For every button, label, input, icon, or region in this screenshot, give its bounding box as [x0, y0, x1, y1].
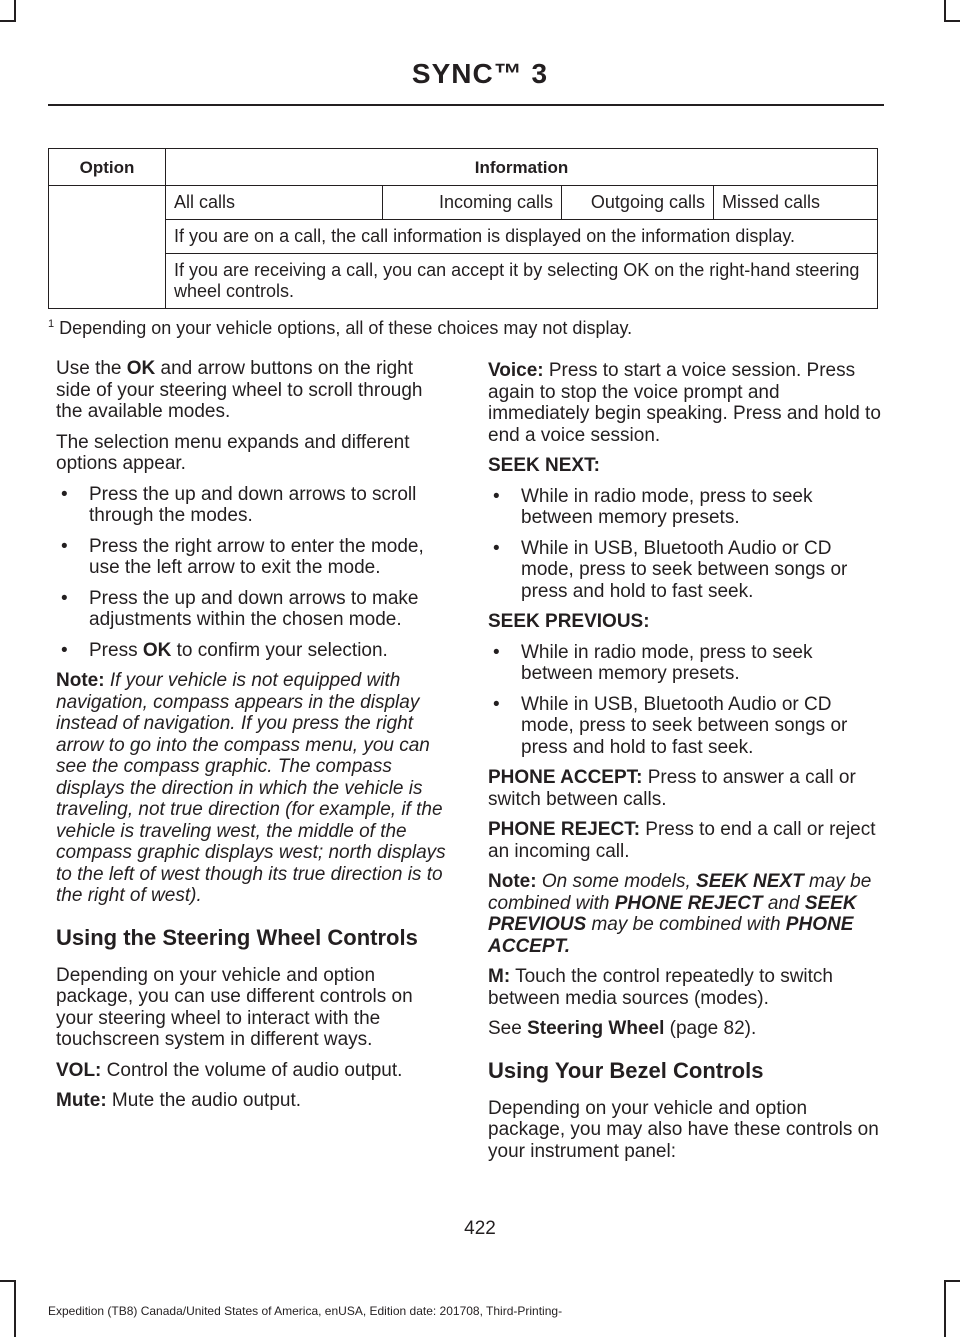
list-item-text: Press the up and down arrows to scroll through the modes. — [89, 483, 417, 526]
footnote-text: Depending on your vehicle options, all of these choices may not display. — [54, 318, 633, 338]
text: Press to answer a call or switch between calls. — [488, 767, 856, 810]
paragraph: Depending on your vehicle and option package, you may also have these controls on your instrument panel: — [488, 1097, 879, 1162]
text: Control the volume of audio output. — [101, 1059, 403, 1081]
term-label: M: — [488, 966, 511, 987]
text: to confirm your selection. — [171, 639, 388, 661]
paragraph: Depending on your vehicle and option package, you can use different controls on your steering wheel to interact with the touchscreen system in different ways. — [56, 964, 413, 1050]
page-footer: Expedition (TB8) Canada/United States of America, enUSA, Edition date: 201708, Third-Printing- — [48, 1304, 563, 1318]
paragraph — [488, 966, 882, 1009]
paragraph — [56, 1090, 448, 1112]
left-column — [56, 358, 448, 1121]
section-title: Using the Steering Wheel Controls — [56, 924, 418, 950]
crop-mark — [944, 1280, 946, 1337]
text: Press to end a call or reject an incoming call. — [488, 819, 876, 862]
crop-mark — [944, 1280, 960, 1282]
bullet-dot: • — [61, 587, 68, 609]
note-term: SEEK NEXT — [696, 871, 804, 892]
term-label: VOL: — [56, 1059, 102, 1081]
list-item — [488, 694, 882, 759]
list-item-text: Press the up and down arrows to make adjustments within the chosen mode. — [89, 587, 419, 630]
note-text: may be combined with — [488, 871, 872, 914]
list-item — [488, 486, 882, 529]
right-column — [488, 360, 882, 1171]
page-header-title: SYNC™ 3 — [411, 58, 549, 89]
list-item — [56, 484, 448, 527]
table-footnote — [48, 318, 632, 339]
paragraph — [488, 360, 882, 446]
bullet-dot: • — [61, 639, 68, 661]
text: (page 82). — [664, 1018, 757, 1039]
call-type-cell: Missed calls — [714, 186, 878, 220]
term-label: PHONE ACCEPT: — [488, 767, 643, 788]
term-label: PHONE REJECT: — [488, 819, 641, 840]
list-item-text: While in radio mode, press to seek between memory presets. — [521, 485, 813, 528]
paragraph — [488, 767, 882, 810]
section-title: Using Your Bezel Controls — [488, 1057, 764, 1083]
subheading: SEEK NEXT: — [488, 455, 600, 476]
list-item — [56, 536, 448, 579]
bullet-dot: • — [61, 483, 68, 505]
table-row — [49, 186, 878, 220]
text: Press to start a voice session. Press again to stop the voice prompt and immediately begin speaking. Press and hold to end a voice session. — [488, 360, 881, 446]
crop-mark — [14, 0, 16, 22]
note — [56, 670, 448, 907]
column-header-option: Option — [49, 149, 166, 186]
call-type-cell: Outgoing calls — [562, 186, 714, 220]
info-cell: If you are on a call, the call information is displayed on the information display. — [166, 220, 878, 254]
list-item-text: While in USB, Bluetooth Audio or CD mode, press to seek between songs or press and hold to fast seek. — [521, 537, 848, 602]
subheading: SEEK PREVIOUS: — [488, 611, 650, 632]
note-text: On some models, — [536, 871, 697, 892]
crop-mark — [0, 1280, 16, 1282]
ok-term: OK — [142, 639, 172, 661]
list-item — [488, 642, 882, 685]
footnote-marker: 1 — [48, 318, 55, 330]
page-number: 422 — [464, 1218, 496, 1239]
note-term: SEEK PREVIOUS — [488, 892, 857, 935]
paragraph: The selection menu expands and different options appear. — [56, 431, 410, 474]
bullet-dot: • — [61, 535, 68, 557]
paragraph — [488, 819, 882, 862]
ok-term: OK — [126, 358, 156, 379]
text: See — [488, 1018, 528, 1039]
crop-mark — [944, 0, 946, 22]
text: Touch the control repeatedly to switch between media sources (modes). — [488, 966, 833, 1009]
list-item — [488, 538, 882, 603]
note-term: PHONE ACCEPT. — [488, 914, 854, 957]
note-label: Note: — [56, 670, 105, 691]
list-item-text: While in radio mode, press to seek between memory presets. — [521, 641, 813, 684]
paragraph — [488, 1018, 882, 1040]
text: Use the — [56, 358, 127, 379]
crop-mark — [944, 20, 960, 22]
term-label: Mute: — [56, 1090, 107, 1111]
table-row — [49, 220, 878, 254]
text: and arrow buttons on the right side of your steering wheel to scroll through the available modes. — [56, 358, 423, 422]
crop-mark — [0, 20, 16, 22]
bullet-dot: • — [493, 641, 500, 663]
crop-mark — [14, 1280, 16, 1337]
call-options-table — [48, 148, 878, 309]
note-text: If your vehicle is not equipped with navigation, compass appears in the display instead of navigation. If you press the right arrow to go into the compass menu, you can see the compass graphic. The compass displays the direction in which the vehicle is traveling, not true direction (for example, if the vehicle is traveling west, the middle of the compass graphic displays west; north displays to the left of west though its true direction is to the right of west). — [56, 670, 446, 906]
list-item-text: While in USB, Bluetooth Audio or CD mode, press to seek between songs or press and hold to fast seek. — [521, 693, 848, 758]
note-text: and — [762, 892, 805, 914]
note-term: PHONE REJECT — [614, 892, 763, 914]
note-label: Note: — [488, 871, 537, 892]
bullet-dot: • — [493, 693, 500, 715]
list-item — [56, 588, 448, 631]
option-cell — [49, 186, 166, 309]
column-header-information: Information — [166, 149, 878, 186]
term-label: Voice: — [488, 360, 544, 381]
bullet-dot: • — [493, 485, 500, 507]
bullet-dot: • — [493, 537, 500, 559]
paragraph — [56, 358, 448, 423]
header-rule — [48, 104, 884, 106]
table-header-row — [49, 149, 878, 186]
paragraph — [56, 1060, 448, 1082]
note-text: may be combined with — [586, 914, 786, 935]
steering-wheel-reference-link[interactable]: Steering Wheel — [527, 1018, 665, 1039]
text: Mute the audio output. — [106, 1090, 302, 1111]
call-type-cell: Incoming calls — [383, 186, 562, 220]
info-cell: If you are receiving a call, you can accept it by selecting OK on the right-hand steering wheel controls. — [166, 254, 878, 309]
text: Press — [89, 639, 143, 661]
table-row — [49, 254, 878, 309]
note — [488, 871, 882, 957]
list-item-text: Press the right arrow to enter the mode, use the left arrow to exit the mode. — [89, 535, 424, 578]
call-type-cell: All calls — [166, 186, 383, 220]
list-item — [56, 640, 448, 662]
